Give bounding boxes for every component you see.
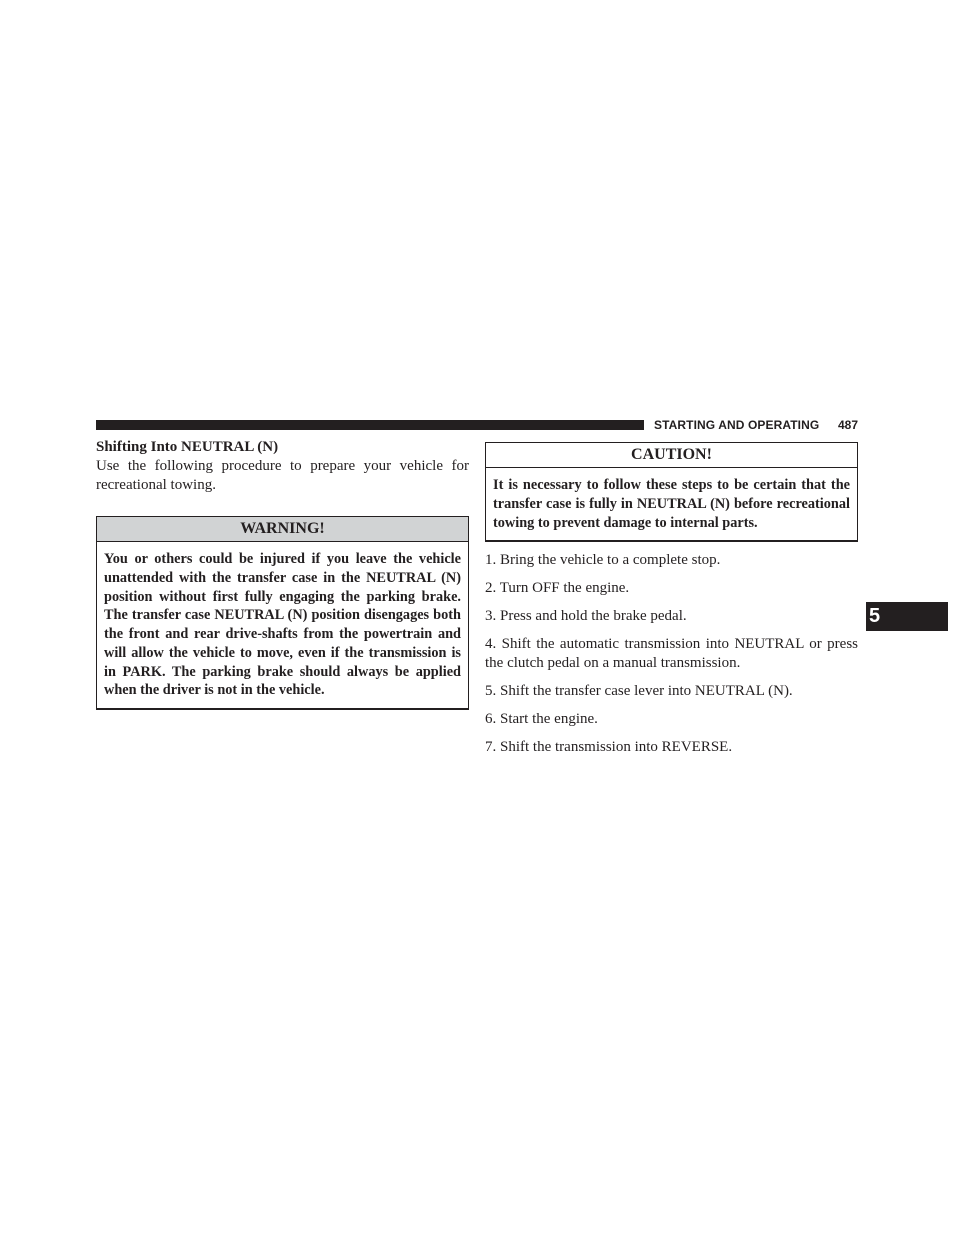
intro-paragraph: Use the following procedure to prepare your vehicle for recreational towing. [96, 458, 469, 493]
caution-title: CAUTION! [486, 443, 857, 468]
procedure-steps [485, 551, 858, 757]
procedure-step: 4. Shift the automatic transmission into NEUTRAL or press the clutch pedal on a manual transmission. [485, 636, 858, 672]
procedure-step: 5. Shift the transfer case lever into NEUTRAL (N). [485, 683, 793, 700]
procedure-step: 2. Turn OFF the engine. [485, 580, 630, 597]
procedure-step: 6. Start the engine. [485, 711, 598, 728]
running-header-section: STARTING AND OPERATING [654, 418, 820, 432]
warning-title: WARNING! [97, 517, 468, 542]
caution-box [485, 442, 858, 542]
left-column [96, 438, 469, 710]
procedure-step: 7. Shift the transmission into REVERSE. [485, 739, 733, 756]
procedure-step: 1. Bring the vehicle to a complete stop. [485, 552, 721, 569]
procedure-step: 3. Press and hold the brake pedal. [485, 608, 687, 625]
header-rule [96, 420, 644, 430]
warning-text: You or others could be injured if you leave the vehicle unattended with the transfer case in the NEUTRAL (N) position without first fully engaging the parking brake. The transfer case NEUTRAL (N) position disengages both the front and rear drive-shafts from the powertrain and will allow the vehicle to move, even if the transmission is in PARK. The parking brake should always be applied when the driver is not in the vehicle. [104, 551, 461, 699]
page-number: 487 [838, 418, 859, 432]
section-heading: Shifting Into NEUTRAL (N) [96, 439, 279, 455]
caution-text: It is necessary to follow these steps to be certain that the transfer case is fully in NEUTRAL (N) before recreational towing to prevent damage to internal parts. [493, 477, 850, 531]
right-column [485, 442, 858, 766]
chapter-tab: 5 [866, 602, 948, 631]
warning-box [96, 516, 469, 710]
